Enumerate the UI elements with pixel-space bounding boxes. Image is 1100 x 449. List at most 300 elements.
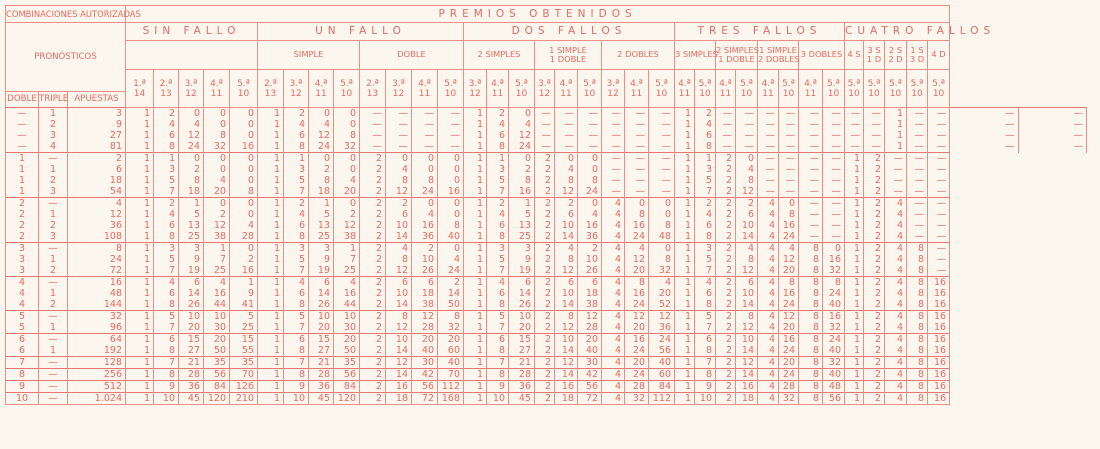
prize-count-cell: 40 (823, 299, 845, 311)
prize-count-cell: — (1018, 119, 1086, 130)
prize-count-cell: 0 (438, 175, 464, 186)
prize-count-cell: 50 (204, 345, 230, 357)
prize-count-cell: 2 (716, 357, 736, 369)
prize-count-cell: 24 (625, 231, 649, 243)
doble-cell: 1 (6, 175, 39, 186)
prize-count-cell: 8 (412, 175, 438, 186)
prize-count-cell: 4 (602, 231, 625, 243)
prize-count-cell: 32 (438, 322, 464, 334)
doble-cell: 4 (6, 299, 39, 311)
prize-count-cell: — (578, 130, 602, 141)
doble-cell: 3 (6, 254, 39, 265)
prize-count-cell: 6 (555, 277, 578, 289)
prize-count-cell: 14 (386, 369, 412, 381)
prize-count-cell: 1 (675, 345, 695, 357)
prize-count-cell: 2 (360, 209, 386, 220)
prize-count-cell: 5 (695, 175, 716, 186)
triple-cell: 2 (39, 265, 68, 277)
prize-count-cell: — (736, 119, 758, 130)
prize-count-cell: 1 (126, 164, 154, 175)
prize-count-cell: 16 (438, 186, 464, 198)
prize-count-cell: — (928, 198, 950, 210)
prize-count-cell: 4 (555, 243, 578, 255)
prize-count-cell: 0 (578, 198, 602, 210)
prize-count-cell: 72 (412, 393, 438, 405)
prize-category-header (907, 70, 928, 108)
apuestas-cell: 128 (68, 357, 126, 369)
prize-category-header (412, 70, 438, 108)
prize-count-cell: 40 (823, 369, 845, 381)
hits-count-label: 12 (469, 88, 481, 99)
prize-count-cell: 8 (779, 277, 799, 289)
prize-count-cell: 2 (412, 243, 438, 255)
prize-category-header (649, 70, 675, 108)
prize-category-label: 5.ª (932, 78, 945, 89)
prize-count-cell: 10 (386, 220, 412, 231)
prize-count-cell: 1 (464, 108, 487, 120)
table-row (6, 369, 1087, 381)
prize-count-cell: 15 (179, 334, 204, 346)
prize-count-cell: 7 (154, 357, 179, 369)
prize-count-cell: 14 (555, 369, 578, 381)
prize-count-cell: 2 (716, 381, 736, 393)
prize-count-cell: 9 (309, 254, 334, 265)
prize-count-cell: — (555, 141, 578, 153)
subgroup-label-line: DOBLE (397, 49, 426, 60)
prize-count-cell: 8 (736, 311, 758, 323)
prize-count-cell: — (799, 141, 823, 153)
prize-count-cell: 26 (179, 299, 204, 311)
prize-count-cell: — (799, 108, 823, 120)
prize-count-cell: 1 (126, 108, 154, 120)
prize-count-cell: 1 (126, 357, 154, 369)
prize-count-cell: 25 (204, 265, 230, 277)
prize-count-cell: 1 (126, 220, 154, 231)
prize-count-cell: 8 (907, 334, 928, 346)
prize-count-cell: 2 (716, 175, 736, 186)
prize-count-cell: 4 (885, 198, 907, 210)
doble-header: DOBLE (6, 92, 39, 108)
prize-count-cell: 5 (154, 175, 179, 186)
prize-count-cell: 24 (823, 334, 845, 346)
prize-count-cell: 2 (360, 393, 386, 405)
prize-count-cell: 1 (464, 277, 487, 289)
prize-count-cell: 0 (179, 153, 204, 165)
prize-count-cell: — (907, 209, 928, 220)
table-row (6, 381, 1087, 393)
prize-category-header (799, 70, 823, 108)
prize-count-cell: 1 (845, 164, 864, 175)
prize-count-cell: 16 (823, 311, 845, 323)
prize-count-cell: — (736, 141, 758, 153)
prize-count-cell: 5 (309, 209, 334, 220)
prize-count-cell: 2 (360, 186, 386, 198)
prize-count-cell: 7 (154, 322, 179, 334)
apuestas-cell: 48 (68, 288, 126, 299)
prize-count-cell: 1 (675, 277, 695, 289)
prize-count-cell: 1 (845, 277, 864, 289)
prize-count-cell: 1 (126, 393, 154, 405)
prize-count-cell: 0 (649, 243, 675, 255)
prize-count-cell: — (412, 130, 438, 141)
prize-count-cell: — (799, 119, 823, 130)
prize-count-cell: — (907, 119, 928, 130)
prize-count-cell: 12 (625, 254, 649, 265)
prize-category-label: 5.ª (237, 78, 250, 89)
triple-cell: — (39, 334, 68, 346)
prize-count-cell: — (758, 141, 779, 153)
prize-count-cell: 8 (625, 209, 649, 220)
prize-count-cell: 1 (675, 108, 695, 120)
prize-count-cell: — (602, 119, 625, 130)
prize-count-cell: — (907, 164, 928, 175)
prize-count-cell: 7 (284, 357, 309, 369)
prize-count-cell: 28 (509, 369, 535, 381)
prize-count-cell: 14 (386, 299, 412, 311)
prize-count-cell: 2 (360, 288, 386, 299)
prize-count-cell: 2 (535, 288, 555, 299)
prize-category-label: 4.ª (559, 78, 573, 89)
prize-count-cell: 28 (412, 322, 438, 334)
prize-count-cell: 8 (695, 231, 716, 243)
prize-count-cell: 4 (602, 381, 625, 393)
prize-category-header (438, 70, 464, 108)
prize-count-cell: 1 (464, 334, 487, 346)
prize-count-cell: — (779, 186, 799, 198)
prize-count-cell: — (649, 141, 675, 153)
prize-count-cell: 8 (907, 345, 928, 357)
apuestas-cell: 72 (68, 265, 126, 277)
prize-count-cell: 48 (823, 381, 845, 393)
prize-count-cell: 6 (695, 334, 716, 346)
prize-count-cell: 10 (204, 311, 230, 323)
prize-count-cell: 2 (716, 299, 736, 311)
prize-count-cell: 12 (555, 186, 578, 198)
prize-count-cell: 2 (535, 357, 555, 369)
prize-count-cell: 1 (126, 299, 154, 311)
prize-count-cell: — (625, 164, 649, 175)
prize-count-cell: 4 (555, 164, 578, 175)
prize-count-cell: 6 (179, 277, 204, 289)
prize-count-cell: — (928, 186, 950, 198)
prize-count-cell: 24 (625, 299, 649, 311)
prize-category-header (360, 70, 386, 108)
prize-count-cell: 35 (230, 357, 258, 369)
prize-count-cell: 38 (204, 231, 230, 243)
prize-category-label: 4.ª (418, 78, 431, 89)
prize-count-cell: 26 (412, 265, 438, 277)
prize-count-cell: 0 (386, 153, 412, 165)
prize-count-cell: — (412, 141, 438, 153)
prize-count-cell: 1 (464, 141, 487, 153)
prize-count-cell: — (928, 254, 950, 265)
prize-count-cell: 6 (736, 277, 758, 289)
prize-count-cell: 1 (845, 265, 864, 277)
prize-count-cell: 8 (907, 277, 928, 289)
prize-count-cell: 8 (649, 254, 675, 265)
prize-count-cell: 12 (649, 311, 675, 323)
prize-count-cell: — (625, 119, 649, 130)
prize-count-cell: 15 (309, 334, 334, 346)
prize-count-cell: 2 (360, 243, 386, 255)
prize-count-cell: 1 (845, 186, 864, 198)
prize-count-cell: 1 (126, 153, 154, 165)
prize-count-cell: 2 (716, 153, 736, 165)
prize-count-cell: 4 (885, 288, 907, 299)
prize-count-cell: 12 (555, 265, 578, 277)
prize-count-cell: 2 (154, 108, 179, 120)
prize-count-cell: 8 (204, 130, 230, 141)
prize-count-cell: — (950, 141, 1018, 153)
prize-category-header (695, 70, 716, 108)
prize-count-cell: 2 (360, 175, 386, 186)
prize-count-cell: — (386, 141, 412, 153)
prize-count-cell: 10 (334, 311, 360, 323)
prize-count-cell: 0 (204, 119, 230, 130)
prize-count-cell: 8 (154, 141, 179, 153)
prize-count-cell: 2 (864, 254, 885, 265)
prize-count-cell: 6 (154, 220, 179, 231)
prize-count-cell: 3 (179, 243, 204, 255)
prize-count-cell: — (885, 153, 907, 165)
prize-count-cell: 0 (230, 153, 258, 165)
prize-count-cell: — (438, 108, 464, 120)
prize-count-cell: 3 (487, 243, 509, 255)
group-header: UN FALLO (258, 23, 464, 41)
prize-count-cell: 0 (309, 108, 334, 120)
prize-count-cell: — (928, 220, 950, 231)
triple-cell: — (39, 357, 68, 369)
prize-count-cell: — (625, 130, 649, 141)
prize-count-cell: — (555, 108, 578, 120)
prize-category-header (204, 70, 230, 108)
hits-count-label: 13 (366, 88, 379, 99)
prize-count-cell: 1 (126, 254, 154, 265)
doble-cell: 2 (6, 198, 39, 210)
prize-count-cell: 0 (509, 108, 535, 120)
prize-count-cell: 16 (779, 220, 799, 231)
prize-count-cell: 32 (625, 393, 649, 405)
hits-count-label: 10 (444, 88, 457, 99)
prize-count-cell: 3 (284, 243, 309, 255)
prize-count-cell: 1 (464, 369, 487, 381)
prize-count-cell: — (823, 175, 845, 186)
prize-count-cell: 1 (126, 288, 154, 299)
prize-count-cell: — (845, 119, 864, 130)
triple-cell: 1 (39, 108, 68, 120)
prize-count-cell: 10 (386, 334, 412, 346)
prize-count-cell: 28 (309, 369, 334, 381)
prize-count-cell: 56 (412, 381, 438, 393)
prize-count-cell: 40 (823, 345, 845, 357)
prize-count-cell: 5 (509, 209, 535, 220)
prize-count-cell: 1 (258, 164, 284, 175)
prize-count-cell: 2 (179, 164, 204, 175)
prize-count-cell: 2 (864, 243, 885, 255)
prize-count-cell: 18 (412, 288, 438, 299)
prize-count-cell: 1 (675, 243, 695, 255)
apuestas-cell: 3 (68, 108, 126, 120)
prize-count-cell: 5 (230, 311, 258, 323)
prize-count-cell: 2 (487, 108, 509, 120)
prize-category-header (779, 70, 799, 108)
prize-count-cell: 12 (386, 322, 412, 334)
prize-count-cell: 8 (799, 381, 823, 393)
prize-count-cell: — (950, 108, 1018, 120)
prize-count-cell: 4 (386, 164, 412, 175)
prize-count-cell: — (412, 108, 438, 120)
prize-count-cell: 25 (230, 322, 258, 334)
prize-count-cell: 8 (438, 220, 464, 231)
prize-count-cell: 3 (309, 243, 334, 255)
prize-count-cell: 56 (204, 369, 230, 381)
prize-category-label: 4.ª (761, 78, 775, 89)
prize-count-cell: 40 (438, 231, 464, 243)
hits-count-label: 11 (804, 88, 817, 99)
prize-count-cell: 14 (555, 231, 578, 243)
prize-count-cell: 4 (204, 277, 230, 289)
prize-category-header (602, 70, 625, 108)
subgroup-header (885, 41, 907, 70)
prize-count-cell: 2 (360, 381, 386, 393)
prize-count-cell: 16 (625, 220, 649, 231)
prize-count-cell: 32 (649, 265, 675, 277)
prize-count-cell: — (1018, 130, 1086, 141)
prize-count-cell: 8 (555, 254, 578, 265)
prize-count-cell: 8 (799, 288, 823, 299)
prize-count-cell: 2 (716, 164, 736, 175)
prize-count-cell: — (412, 119, 438, 130)
prize-count-cell: 8 (907, 381, 928, 393)
prize-count-cell: 4 (885, 357, 907, 369)
prize-category-label: 3.ª (468, 78, 482, 89)
prize-count-cell: 4 (625, 243, 649, 255)
prize-count-cell: 4 (885, 334, 907, 346)
prize-count-cell: 5 (487, 254, 509, 265)
prize-count-cell: — (864, 108, 885, 120)
prize-count-cell: — (928, 243, 950, 255)
subgroup-label-line: SIMPLE (293, 49, 324, 60)
prize-count-cell: 16 (230, 265, 258, 277)
prize-count-cell: 2 (716, 243, 736, 255)
doble-cell: 6 (6, 334, 39, 346)
group-header: DOS FALLOS (464, 23, 675, 41)
subgroup-label-line: 4 S (847, 49, 861, 60)
hits-count-label: 10 (340, 88, 353, 99)
prize-count-cell: 2 (864, 322, 885, 334)
prize-count-cell: 2 (509, 164, 535, 175)
prize-count-cell: 4 (885, 311, 907, 323)
prize-count-cell: — (950, 130, 1018, 141)
prize-count-cell: 27 (309, 345, 334, 357)
prize-count-cell: 8 (907, 288, 928, 299)
prize-count-cell: — (438, 130, 464, 141)
prize-count-cell: 84 (334, 381, 360, 393)
apuestas-cell: 108 (68, 231, 126, 243)
prize-count-cell: 2 (535, 220, 555, 231)
prize-count-cell: 8 (578, 175, 602, 186)
prize-count-cell: 1 (695, 153, 716, 165)
prize-count-cell: 4 (758, 357, 779, 369)
prize-count-cell: 4 (885, 381, 907, 393)
hits-count-label: 10 (740, 88, 753, 99)
prize-count-cell: 0 (438, 209, 464, 220)
prize-count-cell: 4 (154, 277, 179, 289)
prize-count-cell: 10 (736, 288, 758, 299)
prize-category-header (126, 70, 154, 108)
triple-cell: 3 (39, 130, 68, 141)
prize-count-cell: 120 (204, 393, 230, 405)
prize-count-cell: 4 (154, 119, 179, 130)
triple-cell: — (39, 243, 68, 255)
hits-count-label: 11 (418, 88, 431, 99)
prize-count-cell: 4 (695, 119, 716, 130)
prize-count-cell: 16 (334, 288, 360, 299)
prize-count-cell: 20 (625, 357, 649, 369)
prize-category-label: 5.ª (889, 78, 902, 89)
prize-count-cell: 1 (675, 357, 695, 369)
prize-count-cell: 28 (625, 381, 649, 393)
prize-count-cell: 9 (487, 381, 509, 393)
prize-count-cell: 1 (258, 254, 284, 265)
prize-count-cell: — (823, 153, 845, 165)
prize-count-cell: — (928, 108, 950, 120)
prize-count-cell: 7 (154, 265, 179, 277)
prize-count-cell: 35 (334, 357, 360, 369)
prize-count-cell: 24 (779, 231, 799, 243)
prize-count-cell: 3 (695, 243, 716, 255)
prize-count-cell: 1 (464, 254, 487, 265)
prize-count-cell: 1 (464, 164, 487, 175)
apuestas-cell: 54 (68, 186, 126, 198)
prize-count-cell: 2 (535, 393, 555, 405)
prize-count-cell: 16 (625, 288, 649, 299)
prize-count-cell: 8 (799, 254, 823, 265)
prize-count-cell: 1 (464, 288, 487, 299)
prize-count-cell: 32 (204, 141, 230, 153)
apuestas-cell: 81 (68, 141, 126, 153)
prize-count-cell: 45 (309, 393, 334, 405)
prize-count-cell: 56 (334, 369, 360, 381)
subgroup-label-line: 3 SIMPLES (675, 49, 718, 60)
prize-count-cell: — (758, 153, 779, 165)
prize-count-cell: — (758, 175, 779, 186)
prize-count-cell: 8 (284, 345, 309, 357)
prize-category-header (928, 70, 950, 108)
table-row (6, 186, 1087, 198)
triple-cell: 3 (39, 186, 68, 198)
prize-category-label: 4.ª (719, 78, 732, 89)
prize-count-cell: 1 (464, 381, 487, 393)
apuestas-cell: 6 (68, 164, 126, 175)
prize-count-cell: — (799, 175, 823, 186)
prize-count-cell: — (907, 108, 928, 120)
prize-count-cell: 4 (602, 265, 625, 277)
prize-count-cell: 6 (487, 130, 509, 141)
prize-count-cell: 1 (258, 153, 284, 165)
prize-count-cell: 0 (230, 164, 258, 175)
prize-count-cell: 4 (602, 322, 625, 334)
prize-count-cell: 1 (885, 108, 907, 120)
prize-count-cell: 4 (758, 393, 779, 405)
prize-count-cell: 28 (179, 369, 204, 381)
triple-cell: 2 (39, 220, 68, 231)
prize-count-cell: 13 (179, 220, 204, 231)
prize-count-cell: 14 (736, 231, 758, 243)
prize-count-cell: 16 (928, 393, 950, 405)
prize-count-cell: 44 (204, 299, 230, 311)
prize-count-cell: — (360, 141, 386, 153)
